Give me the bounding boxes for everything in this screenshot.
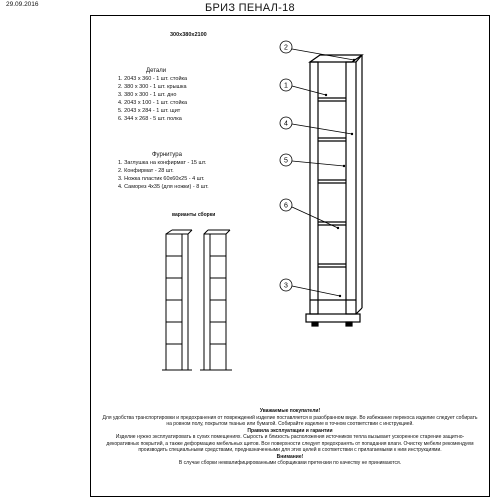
hardware-item: 3. Ножка пластик 60х60х25 - 4 шт.: [118, 176, 205, 182]
notes-attention-title: Внимание!: [276, 453, 304, 460]
assembly-markers: [325, 59, 355, 297]
notes-block: [100, 408, 480, 467]
callout-circles: [280, 41, 292, 291]
part-item: 2. 380 х 300 - 1 шт. крышка: [118, 84, 187, 90]
hardware-item: 1. Заглушка на конфирмат - 15 шт.: [118, 160, 207, 166]
hardware-item: 2. Конфирмат - 28 шт.: [118, 168, 174, 174]
notes-dear-buyers-text: Для удобства транспортировки и предохранения от повреждений изделие поставляется в разобранном виде. Во избежание перекоса изделие следует собирать на ровном полу, покрытом тканью или бумагой. Собирайте изделие в точном соответствии с инструкцией.: [102, 414, 478, 427]
part-item: 5. 2043 х 284 - 1 шт. щит: [118, 108, 181, 114]
parts-title: Детали: [146, 68, 167, 74]
product-title: БРИЗ ПЕНАЛ-18: [205, 2, 295, 14]
callout-label: 4: [284, 120, 288, 128]
callout-leaders: [292, 49, 354, 296]
hardware-title: Фурнитура: [152, 152, 182, 158]
notes-rules-text: Изделие нужно эксплуатировать в сухих помещениях. Сырость и близость расположения источников тепла вызывает ускоренное старение защитно-декоративных покрытий, а также деформацию мебельных щитов. Все поверхности следует предохранять от попадания влаги. Очистку мебели рекомендуем производить специальными средствами, предназначенными для этих целей в соответствии с прилагаемыми к ним инструкциями.: [106, 434, 474, 453]
callout-label: 5: [284, 157, 288, 165]
main-cabinet: [306, 55, 362, 326]
hardware-item: 4. Саморез 4х35 (для ножки) - 8 шт.: [118, 184, 209, 190]
product-dimensions: 300х380х2100: [170, 32, 207, 38]
notes-attention-text: В случае сборки неквалифицированными сборщиками претензии по качеству не принимаются.: [178, 460, 402, 466]
callout-label: 3: [284, 282, 288, 290]
callout-label: 6: [284, 202, 288, 210]
variant-cabinet-right: [200, 230, 232, 370]
part-item: 1. 2043 х 360 - 1 шт. стойка: [118, 76, 188, 82]
part-item: 4. 2043 х 100 - 1 шт. стойка: [118, 100, 188, 106]
assembly-variants-label: варианты сборки: [172, 212, 216, 218]
document-date: 29.09.2016: [6, 1, 39, 8]
part-item: 6. 344 х 268 - 5 шт. полка: [118, 116, 182, 122]
callout-label: 1: [284, 82, 288, 90]
variant-cabinet-left: [162, 230, 192, 370]
callout-label: 2: [284, 44, 288, 52]
notes-rules-title: Правила эксплуатации и гарантии: [247, 427, 333, 434]
notes-dear-buyers-title: Уважаемые покупатели!: [259, 408, 321, 414]
part-item: 3. 380 х 300 - 1 шт. дно: [118, 92, 177, 98]
